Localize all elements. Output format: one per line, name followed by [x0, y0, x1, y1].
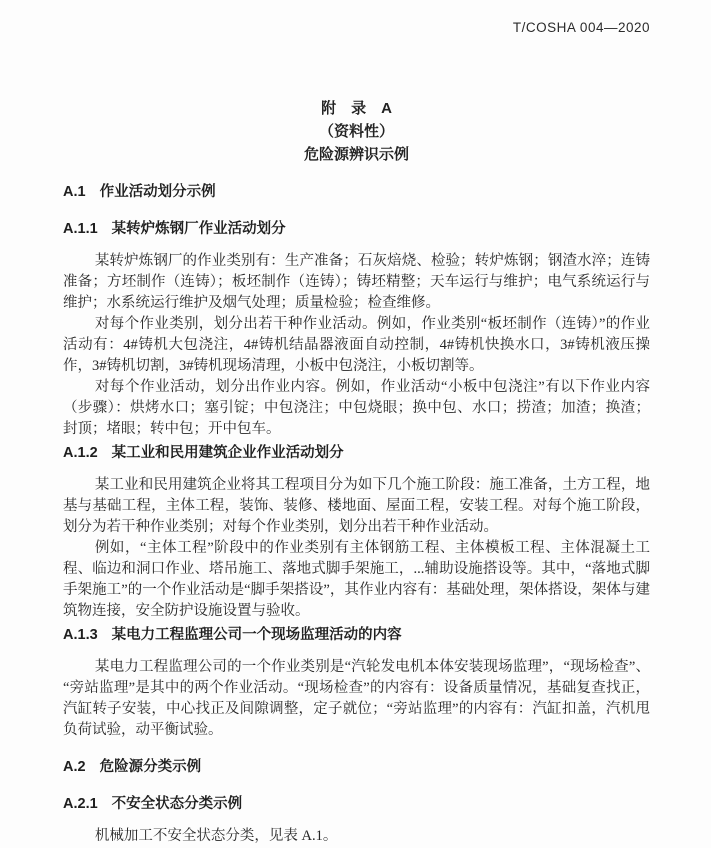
section-a1-1-title: 某转炉炼钢厂作业活动划分	[111, 221, 286, 237]
appendix-title-block	[63, 97, 650, 166]
section-a1-3-heading	[63, 625, 650, 646]
paragraph-a1-2-p2: 例如，“主体工程”阶段中的作业类别有主体钢筋工程、主体模板工程、主体混凝土工程、临边和洞口作业、塔吊施工、落地式脚手架施工，...辅助设施搭设等。其中，“落地式脚手架施工”的一个作业活动是“脚手架搭设”，其作业内容有：基础处理，架体搭设，架体与建筑物连接，安全防护设施设置与验收。	[63, 540, 650, 619]
section-a1-2-title: 某工业和民用建筑企业作业活动划分	[111, 445, 344, 461]
section-a1-3-title: 某电力工程监理公司一个现场监理活动的内容	[111, 627, 402, 643]
section-a1-number: A.1	[63, 184, 86, 200]
section-a2-1-title: 不安全状态分类示例	[111, 796, 243, 812]
section-a1-2-heading	[63, 443, 650, 464]
paragraph-a2-1-p1: 机械加工不安全状态分类，见表 A.1。	[94, 828, 338, 844]
section-a2-heading	[63, 757, 650, 778]
paragraph-a1-1-p2: 对每个作业类别，划分出若干种作业活动。例如，作业类别“板坯制作（连铸）”的作业活动有：4#铸机大包浇注，4#铸机结晶器液面自动控制，4#铸机快换水口，3#铸机液压操作，3#铸机切割，3#铸机现场清理，小板中包浇注，小板切割等。	[63, 316, 650, 374]
appendix-type: （资料性）	[318, 123, 394, 140]
section-a2-1-number: A.2.1	[63, 796, 98, 812]
section-a1-1-heading	[63, 219, 650, 240]
section-a1-3-number: A.1.3	[63, 627, 98, 643]
section-a1-2-number: A.1.2	[63, 445, 98, 461]
standard-number: T/COSHA 004—2020	[512, 20, 650, 35]
section-a1-title: 作业活动划分示例	[99, 184, 216, 200]
section-a2-1-heading	[63, 794, 650, 815]
section-a1-heading	[63, 182, 650, 203]
section-a2-title: 危险源分类示例	[99, 759, 202, 775]
paragraph-a1-1-p3: 对每个作业活动，划分出作业内容。例如，作业活动“小板中包浇注”有以下作业内容（步骤）：烘烤水口；塞引锭；中包浇注；中包烧眼；换中包、水口；捞渣；加渣；换渣；封顶；堵眼；转中包；开中包车。	[63, 379, 650, 437]
section-a2-number: A.2	[63, 759, 86, 775]
appendix-title: 附 录 A	[321, 100, 392, 117]
appendix-subject: 危险源辨识示例	[303, 146, 409, 163]
paragraph-a1-1-p1: 某转炉炼钢厂的作业类别有：生产准备；石灰焙烧、检验；转炉炼钢；钢渣水淬；连铸准备；方坯制作（连铸）；板坯制作（连铸）；铸坯精整；天车运行与维护；电气系统运行与维护；水系统运行维护及烟气处理；质量检验；检查维修。	[63, 253, 650, 311]
paragraph-a1-2-p1: 某工业和民用建筑企业将其工程项目分为如下几个施工阶段：施工准备，土方工程，地基与基础工程，主体工程，装饰、装修、楼地面、屋面工程，安装工程。对每个施工阶段，划分为若干种作业类别；对每个作业类别，划分出若干种作业活动。	[63, 477, 650, 535]
paragraph-a1-3-p1: 某电力工程监理公司的一个作业类别是“汽轮发电机本体安装现场监理”，“现场检查”、“旁站监理”是其中的两个作业活动。“现场检查”的内容有：设备质量情况，基础复查找正，汽缸转子安装，中心找正及间隙调整，定子就位；“旁站监理”的内容有：汽缸扣盖，汽机甩负荷试验，动平衡试验。	[63, 659, 650, 738]
section-a1-1-number: A.1.1	[63, 221, 98, 237]
